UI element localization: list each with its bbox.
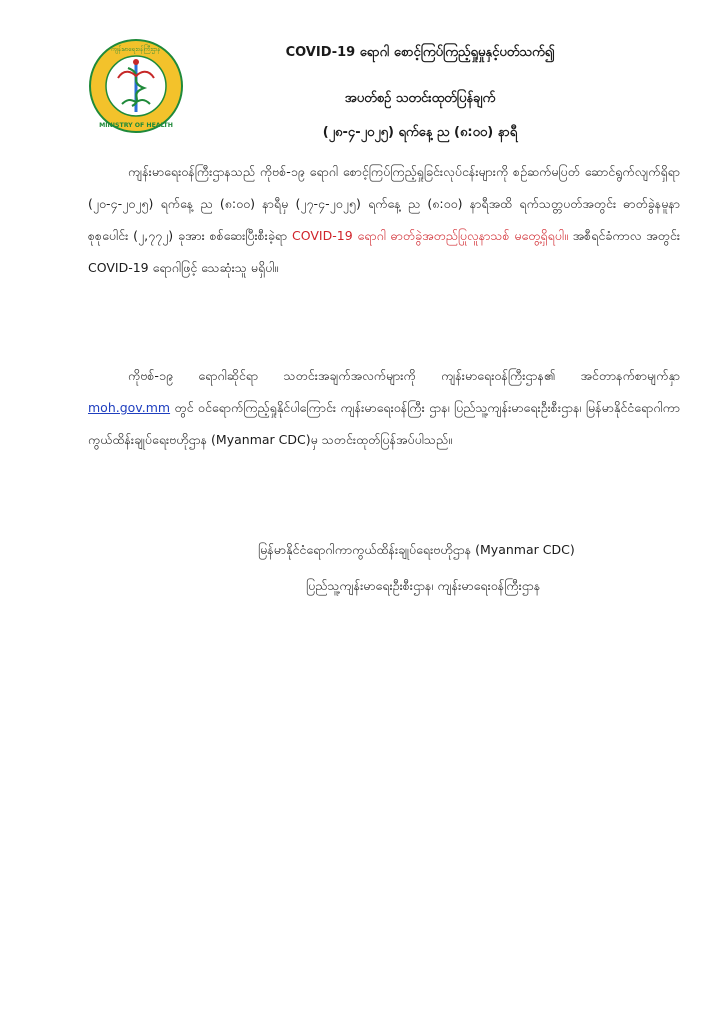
svg-text:ကျန်းမာရေးဝန်ကြီးဌာန: ကျန်းမာရေးဝန်ကြီးဌာန: [111, 46, 161, 53]
header-title-line-1: COVID-19 ရောဂါ စောင့်ကြပ်ကြည့်ရှုမှုနှင့်ပတ်သက်၍: [285, 45, 555, 60]
paragraph-1-text-a: ကျန်းမာရေးဝန်ကြီးဌာနသည် ကိုဗစ်-၁၉ ရောဂါ စောင့်ကြပ်ကြည့်ရှုခြင်းလုပ်ငန်းများကို စဉ်ဆက်မပြတ် ဆောင်ရွက်လျက်ရှိရာ (၂၀-၄-၂၀၂၅) ရက်နေ့ ည (၈:၀၀) နာရီမှ (၂၇-၄-၂၀၂၅) ရက်နေ့ ည (၈:၀၀) နာရီအထိ ရက်သတ္တပတ်အတွင်း ဓာတ်ခွဲနမူနာစုစုပေါင်း (၂,၇၇၂) ခုအား စစ်ဆေးပြီးစီးခဲ့ရာ: [88, 164, 680, 243]
svg-text:MINISTRY OF HEALTH: MINISTRY OF HEALTH: [99, 122, 173, 129]
paragraph-2: [88, 360, 680, 456]
paragraph-1-text-b: အစီရင်ခံကာလ အတွင်း COVID-19 ရောဂါဖြင့် သေဆုံးသူ မရှိပါ။: [88, 228, 681, 275]
signature-line-2: ပြည်သူ့ကျန်းမာရေးဦးစီးဌာန၊ ကျန်းမာရေးဝန်ကြီးဌာန: [306, 578, 541, 593]
paragraph-2-text-a: ကိုဗစ်-၁၉ ရောဂါဆိုင်ရာ သတင်းအချက်အလက်များကို ကျန်းမာရေးဝန်ကြီးဌာန၏ အင်တာနက်စာမျက်နှာ: [128, 368, 680, 383]
ministry-of-health-logo: [88, 38, 184, 134]
header-date-line: (၂၈-၄-၂၀၂၅) ရက်နေ့ ည (၈:၀၀) နာရီ: [322, 125, 518, 140]
header-title-line-2: အပတ်စဉ် သတင်းထုတ်ပြန်ချက်: [344, 91, 496, 106]
paragraph-2-text-b: တွင် ဝင်ရောက်ကြည့်ရှုနိုင်ပါကြောင်း ကျန်းမာရေးဝန်ကြီး ဌာန၊ ပြည်သူ့ကျန်းမာရေးဦးစီးဌာန၊ မြန်မာနိုင်ငံရောဂါကာကွယ်ထိန်းချုပ်ရေးဗဟိုဌာန (Myanmar CDC)မှ သတင်းထုတ်ပြန်အပ်ပါသည်။: [88, 400, 680, 447]
moh-website-link[interactable]: moh.gov.mm: [88, 400, 171, 415]
paragraph-1-highlight: COVID-19 ရောဂါ ဓာတ်ခွဲအတည်ပြုလူနာသစ် မတွေ့ရှိရပါ။: [292, 228, 568, 243]
signature-line-1: မြန်မာနိုင်ငံရောဂါကာကွယ်ထိန်းချုပ်ရေးဗဟိုဌာန (Myanmar CDC): [258, 542, 575, 557]
paragraph-1: [88, 156, 680, 284]
